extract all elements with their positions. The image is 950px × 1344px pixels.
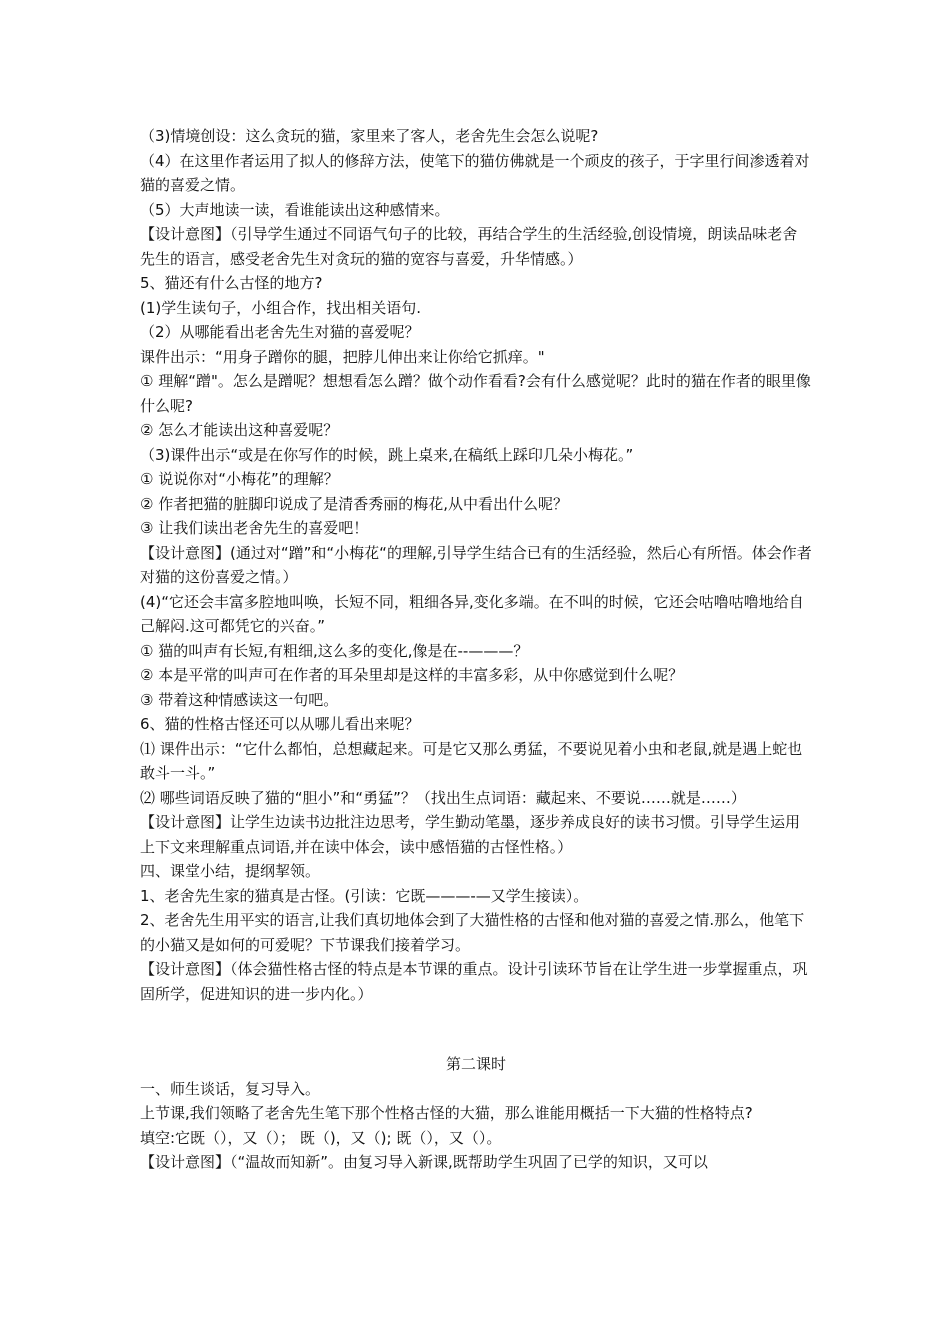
lesson-two-text [140, 1077, 812, 1175]
paragraph: ③ 让我们读出老舍先生的喜爱吧！ [140, 519, 369, 537]
design-intent: 【设计意图】（体会猫性格古怪的特点是本节课的重点。设计引读环节旨在让学生进一步掌握重点，巩固所学，促进知识的进一步内化。） [140, 960, 808, 1003]
document-body [140, 124, 812, 1175]
paragraph: 6、猫的性格古怪还可以从哪儿看出来呢？ [140, 715, 420, 733]
paragraph: 上节课,我们领略了老舍先生笔下那个性格古怪的大猫，那么谁能用概括一下大猫的性格特点? [140, 1104, 753, 1122]
lesson-one-text [140, 124, 812, 1006]
paragraph: (4)“它还会丰富多腔地叫唤，长短不同，粗细各异,变化多端。在不叫的时候，它还会咕噜咕噜地给自己解闷.这可都凭它的兴奋。” [140, 592, 804, 635]
paragraph: （4）在这里作者运用了拟人的修辞方法，使笔下的猫仿佛就是一个顽皮的孩子，于字里行间渗透着对猫的喜爱之情。 [140, 151, 810, 194]
paragraph: （3)情境创设：这么贪玩的猫，家里来了客人，老舍先生会怎么说呢? [140, 127, 599, 145]
paragraph: (1)学生读句子，小组合作，找出相关语句. [140, 298, 422, 317]
design-intent: 【设计意图】（“温故而知新”。由复习导入新课,既帮助学生巩固了已学的知识，又可以 [140, 1153, 708, 1171]
paragraph: ② 本是平常的叫声可在作者的耳朵里却是这样的丰富多彩，从中你感觉到什么呢？ [140, 666, 684, 684]
paragraph: 1、老舍先生家的猫真是古怪。(引读：它既———-—又学生接读）。 [140, 886, 589, 905]
design-intent: 【设计意图】（引导学生通过不同语气句子的比较，再结合学生的生活经验,创设情境，朗读品味老舍先生的语言，感受老舍先生对贪玩的猫的宽容与喜爱，升华情感。） [140, 225, 798, 268]
paragraph: ① 猫的叫声有长短,有粗细,这么多的变化,像是在--———？ [140, 641, 529, 660]
paragraph: ③ 带着这种情感读这一句吧。 [140, 690, 339, 709]
section-spacer [140, 1006, 812, 1052]
paragraph: ② 怎么才能读出这种喜爱呢？ [140, 421, 339, 439]
paragraph: ① 说说你对“小梅花”的理解？ [140, 470, 339, 488]
paragraph: 5、猫还有什么古怪的地方? [140, 274, 323, 292]
paragraph: 2、老舍先生用平实的语言,让我们真切地体会到了大猫性格的古怪和他对猫的喜爱之情.那么，他笔下的小猫又是如何的可爱呢？下节课我们接着学习。 [140, 911, 805, 954]
paragraph: ① 理解“蹭"。怎么是蹭呢？想想看怎么蹭？做个动作看看?会有什么感觉呢？此时的猫在作者的眼里像什么呢? [140, 372, 811, 415]
paragraph: 四、课堂小结，提纲挈领。 [140, 862, 321, 880]
paragraph: ⑴ 课件出示：“它什么都怕，总想藏起来。可是它又那么勇猛，不要说见着小虫和老鼠,就是遇上蛇也敢斗一斗。” [140, 739, 803, 782]
paragraph: 填空:它既（），又（）； 既（)，又（); 既（），又（）。 [140, 1128, 502, 1147]
section-title: 第二课时 [445, 1055, 506, 1073]
design-intent: 【设计意图】让学生边读书边批注边思考，学生勤动笔墨，逐步养成良好的读书习惯。引导学生运用上下文来理解重点词语,并在读中体会，读中感悟猫的古怪性格。） [140, 813, 801, 856]
paragraph: ⑵ 哪些词语反映了猫的“胆小”和“勇猛”？（找出生点词语：藏起来、不要说……就是……） [140, 788, 746, 807]
design-intent: 【设计意图】(通过对“蹭”和“小梅花“的理解,引导学生结合已有的生活经验，然后心有所悟。体会作者对猫的这份喜爱之情。） [140, 543, 812, 586]
paragraph: ② 作者把猫的脏脚印说成了是清香秀丽的梅花,从中看出什么呢？ [140, 494, 568, 513]
paragraph: （2）从哪能看出老舍先生对猫的喜爱呢？ [140, 323, 420, 341]
paragraph: 一、师生谈话，复习导入。 [140, 1079, 321, 1098]
paragraph: 课件出示：“用身子蹭你的腿，把脖儿伸出来让你给它抓痒。" [140, 347, 545, 366]
paragraph: （3)课件出示“或是在你写作的时候，跳上桌来,在稿纸上踩印几朵小梅花。” [140, 445, 634, 464]
paragraph: （5）大声地读一读，看谁能读出这种感情来。 [140, 200, 450, 219]
